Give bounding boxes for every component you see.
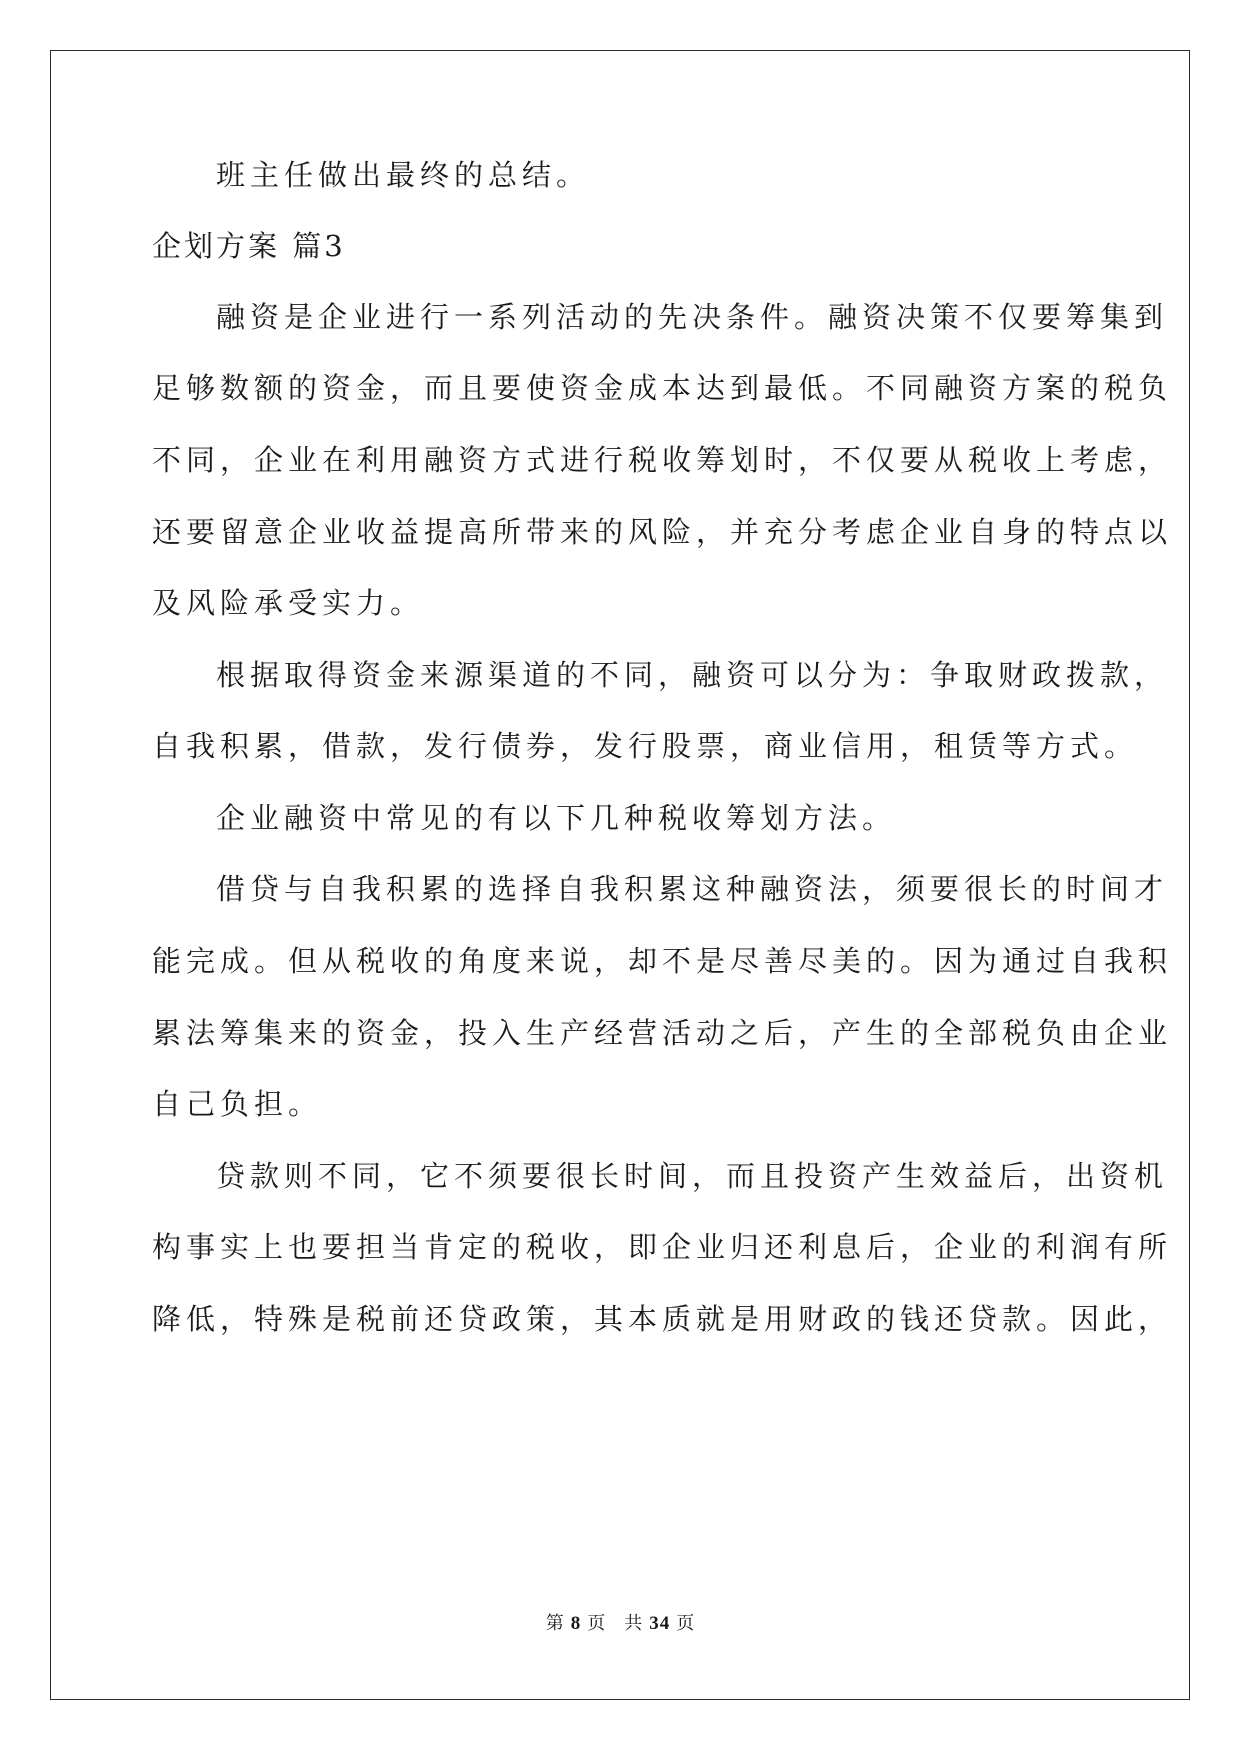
paragraph-line: 贷款则不同，它不须要很长时间，而且投资产生效益后，出资机 [216, 1159, 1169, 1193]
paragraph-line: 累法筹集来的资金，投入生产经营活动之后，产生的全部税负由企业 [152, 1016, 1173, 1050]
paragraph-line: 班主任做出最终的总结。 [216, 158, 591, 192]
paragraph-line: 及风险承受实力。 [152, 586, 425, 620]
paragraph-line: 足够数额的资金，而且要使资金成本达到最低。不同融资方案的税负 [152, 371, 1173, 405]
page-number: 8 [570, 1613, 582, 1634]
paragraph-line: 企业融资中常见的有以下几种税收筹划方法。 [216, 801, 897, 835]
paragraph-line: 降低，特殊是税前还贷政策，其本质就是用财政的钱还贷款。因此， [152, 1302, 1173, 1336]
paragraph-line: 构事实上也要担当肯定的税收，即企业归还利息后，企业的利润有所 [152, 1230, 1173, 1264]
paragraph-line: 能完成。但从税收的角度来说，却不是尽善尽美的。因为通过自我积 [152, 944, 1173, 978]
total-suffix: 页 [676, 1613, 696, 1634]
paragraph-line: 融资是企业进行一系列活动的先决条件。融资决策不仅要筹集到 [216, 300, 1169, 334]
paragraph-line: 借贷与自我积累的选择自我积累这种融资法，须要很长的时间才 [216, 872, 1169, 906]
paragraph-line: 自己负担。 [152, 1087, 323, 1121]
paragraph-line: 不同，企业在利用融资方式进行税收筹划时，不仅要从税收上考虑， [152, 443, 1173, 477]
paragraph-line: 自我积累，借款，发行债券，发行股票，商业信用，租赁等方式。 [152, 729, 1139, 763]
total-pages: 34 [649, 1613, 671, 1634]
page-prefix: 第 [545, 1613, 565, 1634]
total-prefix: 共 [624, 1613, 644, 1634]
paragraph-line: 根据取得资金来源渠道的不同，融资可以分为：争取财政拨款， [216, 658, 1169, 692]
page-footer [0, 1612, 1241, 1636]
paragraph-line: 还要留意企业收益提高所带来的风险，并充分考虑企业自身的特点以 [152, 515, 1173, 549]
section-heading: 企划方案 篇3 [152, 229, 346, 263]
page-suffix: 页 [587, 1613, 607, 1634]
